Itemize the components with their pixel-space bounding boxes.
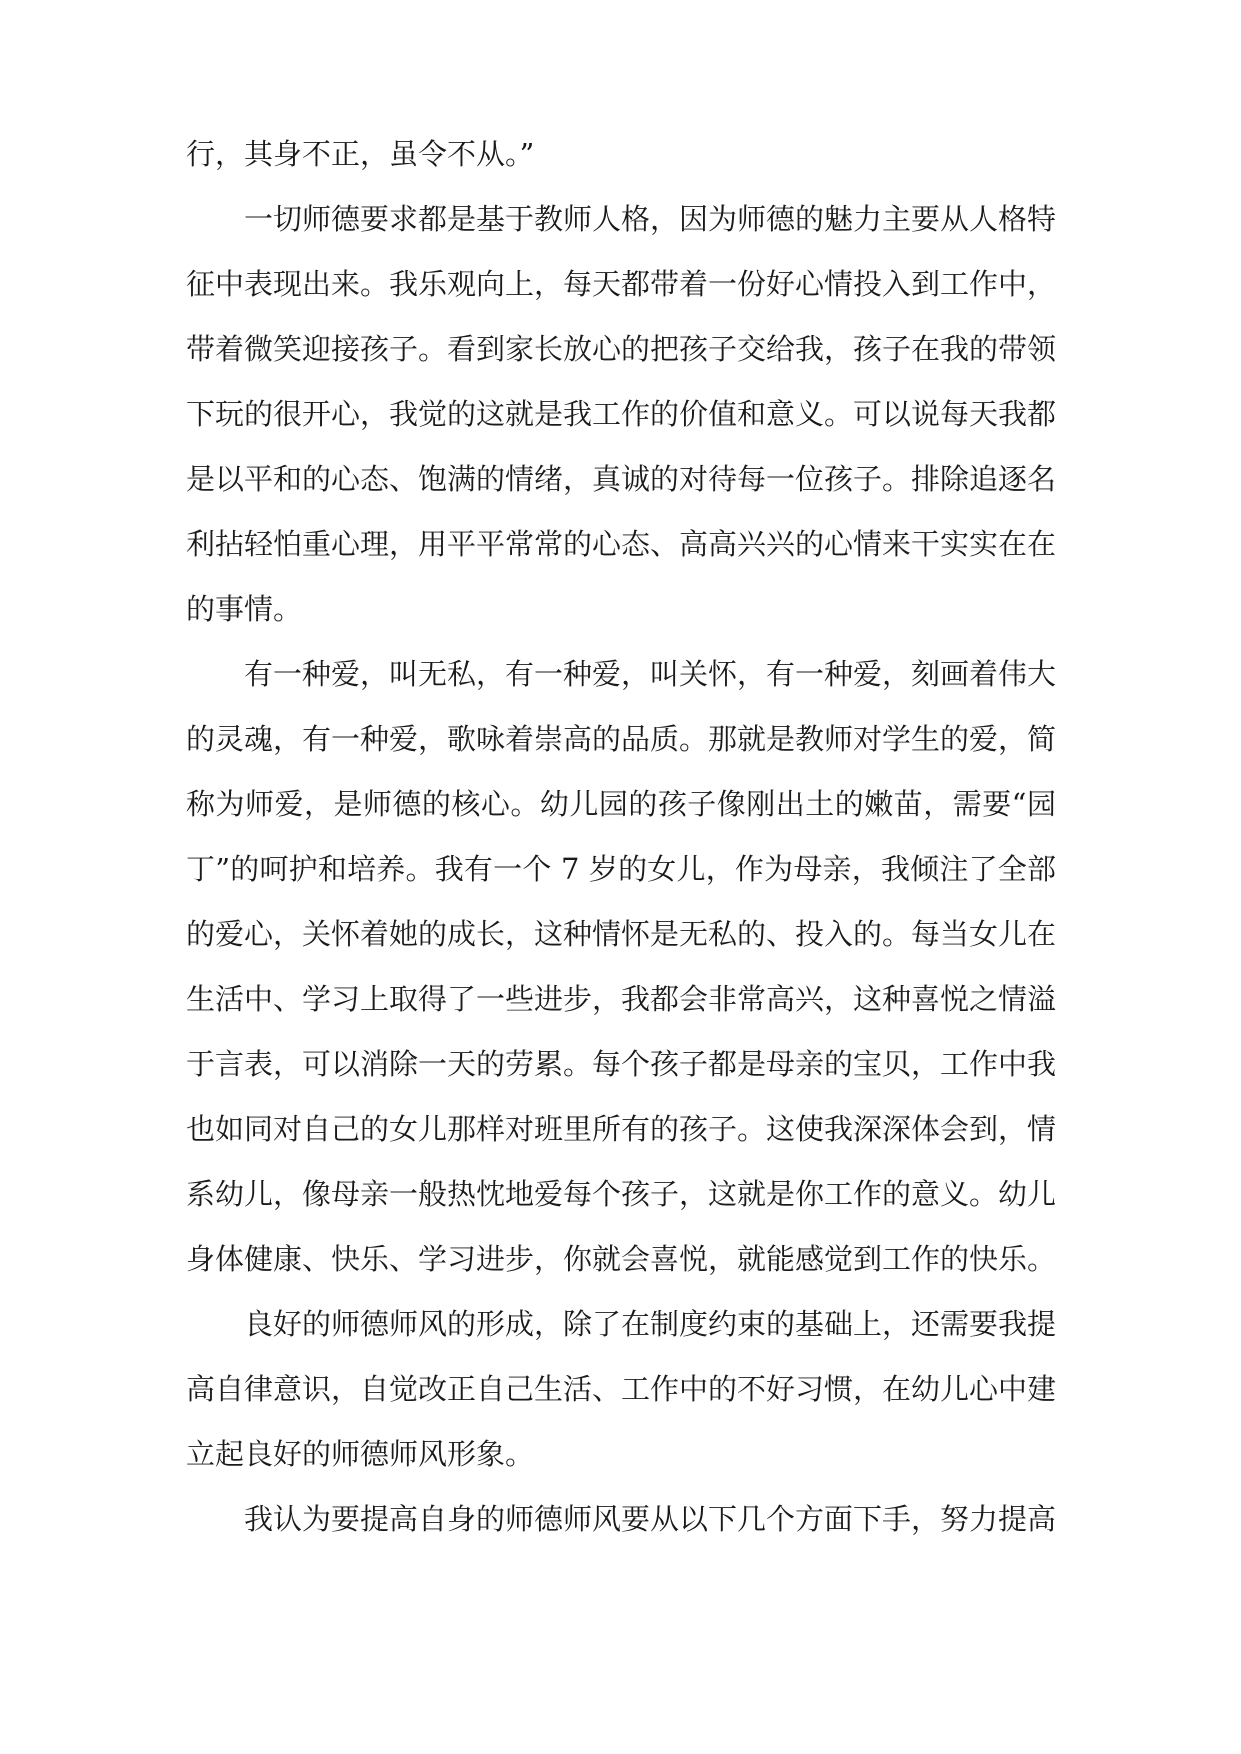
text-line: 称为师爱，是师德的核心。幼儿园的孩子像刚出土的嫩苗，需要“园 bbox=[186, 787, 1056, 821]
text-line: 高自律意识，自觉改正自己生活、工作中的不好习惯，在幼儿心中建 bbox=[186, 1372, 1057, 1406]
text-line: 生活中、学习上取得了一些进步，我都会非常高兴，这种喜悦之情溢 bbox=[186, 982, 1057, 1016]
text-line: 的事情。 bbox=[186, 592, 303, 626]
text-line: 系幼儿，像母亲一般热忱地爱每个孩子，这就是你工作的意义。幼儿 bbox=[186, 1177, 1057, 1211]
text-line: 的灵魂，有一种爱，歌咏着崇高的品质。那就是教师对学生的爱，简 bbox=[186, 722, 1057, 756]
text-line: 于言表，可以消除一天的劳累。每个孩子都是母亲的宝贝，工作中我 bbox=[186, 1047, 1057, 1081]
text-line: 的爱心，关怀着她的成长，这种情怀是无私的、投入的。每当女儿在 bbox=[186, 917, 1057, 951]
text-line: 行，其身不正，虽令不从。” bbox=[186, 137, 535, 171]
text-line: 带着微笑迎接孩子。看到家长放心的把孩子交给我，孩子在我的带领 bbox=[186, 332, 1057, 366]
text-line: 征中表现出来。我乐观向上，每天都带着一份好心情投入到工作中， bbox=[186, 267, 1057, 301]
text-line: 是以平和的心态、饱满的情绪，真诚的对待每一位孩子。排除追逐名 bbox=[186, 462, 1057, 496]
text-line: 身体健康、快乐、学习进步，你就会喜悦，就能感觉到工作的快乐。 bbox=[186, 1242, 1057, 1276]
text-line: 有一种爱，叫无私，有一种爱，叫关怀，有一种爱，刻画着伟大 bbox=[244, 657, 1057, 691]
text-line: 利拈轻怕重心理，用平平常常的心态、高高兴兴的心情来干实实在在 bbox=[186, 527, 1057, 561]
text-line: 良好的师德师风的形成，除了在制度约束的基础上，还需要我提 bbox=[244, 1307, 1057, 1341]
text-line: 我认为要提高自身的师德师风要从以下几个方面下手，努力提高 bbox=[244, 1502, 1057, 1536]
text-line: 也如同对自己的女儿那样对班里所有的孩子。这使我深深体会到，情 bbox=[186, 1112, 1057, 1146]
text-line: 丁”的呵护和培养。我有一个 7 岁的女儿，作为母亲，我倾注了全部 bbox=[186, 852, 1056, 886]
text-line: 一切师德要求都是基于教师人格，因为师德的魅力主要从人格特 bbox=[244, 202, 1057, 236]
document-body bbox=[186, 122, 1056, 1552]
text-line: 下玩的很开心，我觉的这就是我工作的价值和意义。可以说每天我都 bbox=[186, 397, 1057, 431]
text-line: 立起良好的师德师风形象。 bbox=[186, 1437, 535, 1471]
